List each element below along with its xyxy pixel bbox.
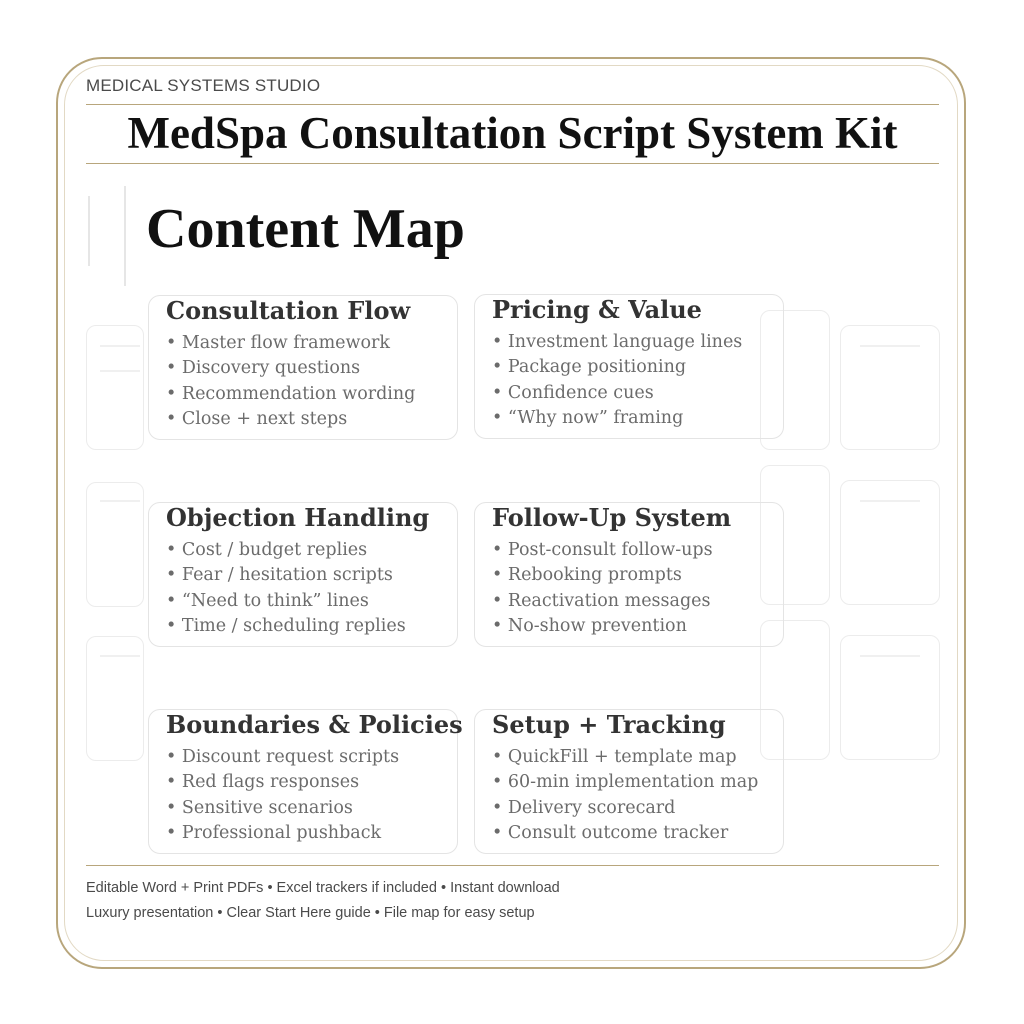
list-item: • Sensitive scenarios <box>166 796 399 821</box>
list-item: • Rebooking prompts <box>492 563 713 588</box>
list-item: • No-show prevention <box>492 614 713 639</box>
card-title: Pricing & Value <box>492 295 702 324</box>
list-item: • Cost / budget replies <box>166 538 406 563</box>
list-item: • Confidence cues <box>492 381 742 406</box>
card-title: Follow-Up System <box>492 503 732 532</box>
footer-divider <box>86 865 939 866</box>
content-card-setup-tracking <box>474 709 759 854</box>
list-item: • Post-consult follow-ups <box>492 538 713 563</box>
list-item: • Discovery questions <box>166 356 415 381</box>
list-item: • Master flow framework <box>166 331 415 356</box>
list-item: • Consult outcome tracker <box>492 821 758 846</box>
list-item: • Time / scheduling replies <box>166 614 406 639</box>
list-item: • “Need to think” lines <box>166 589 406 614</box>
card-title: Objection Handling <box>166 503 430 532</box>
card-list <box>166 331 415 432</box>
list-item: • Package positioning <box>492 355 742 380</box>
card-title: Consultation Flow <box>166 296 411 325</box>
content-card-boundaries-policies <box>148 709 463 854</box>
decorative-line <box>100 500 140 502</box>
decorative-bar <box>124 186 126 286</box>
content-card-follow-up-system <box>474 502 756 647</box>
brand-label: MEDICAL SYSTEMS STUDIO <box>86 76 321 95</box>
decorative-line <box>100 345 140 347</box>
content-card-objection-handling <box>148 502 430 647</box>
footer-line-1: Editable Word + Print PDFs • Excel trackers if included • Instant download <box>86 880 560 896</box>
decorative-line <box>100 370 140 372</box>
title-divider <box>86 163 939 164</box>
decorative-panel <box>840 480 940 605</box>
card-list <box>166 538 406 639</box>
card-list <box>492 538 713 639</box>
page-title: MedSpa Consultation Script System Kit <box>127 108 898 158</box>
list-item: • Delivery scorecard <box>492 796 758 821</box>
list-item: • “Why now” framing <box>492 406 742 431</box>
card-title: Setup + Tracking <box>492 710 726 739</box>
list-item: • Discount request scripts <box>166 745 399 770</box>
decorative-bar <box>88 196 90 266</box>
card-list <box>492 745 758 846</box>
card-list <box>166 745 399 846</box>
list-item: • Close + next steps <box>166 407 415 432</box>
footer-line-2: Luxury presentation • Clear Start Here guide • File map for easy setup <box>86 905 535 921</box>
list-item: • Red flags responses <box>166 770 399 795</box>
decorative-line <box>860 345 920 347</box>
content-card-consultation-flow <box>148 295 430 440</box>
content-card-pricing-value <box>474 294 756 439</box>
list-item: • Fear / hesitation scripts <box>166 563 406 588</box>
list-item: • QuickFill + template map <box>492 745 758 770</box>
list-item: • 60-min implementation map <box>492 770 758 795</box>
card-title: Boundaries & Policies <box>166 710 463 739</box>
list-item: • Recommendation wording <box>166 382 415 407</box>
decorative-panel <box>86 325 144 450</box>
decorative-panel <box>840 325 940 450</box>
card-list <box>492 330 742 431</box>
list-item: • Reactivation messages <box>492 589 713 614</box>
decorative-line <box>100 655 140 657</box>
top-divider <box>86 104 939 105</box>
decorative-panel <box>840 635 940 760</box>
section-title: Content Map <box>146 198 465 260</box>
decorative-line <box>860 500 920 502</box>
list-item: • Professional pushback <box>166 821 399 846</box>
decorative-line <box>860 655 920 657</box>
list-item: • Investment language lines <box>492 330 742 355</box>
